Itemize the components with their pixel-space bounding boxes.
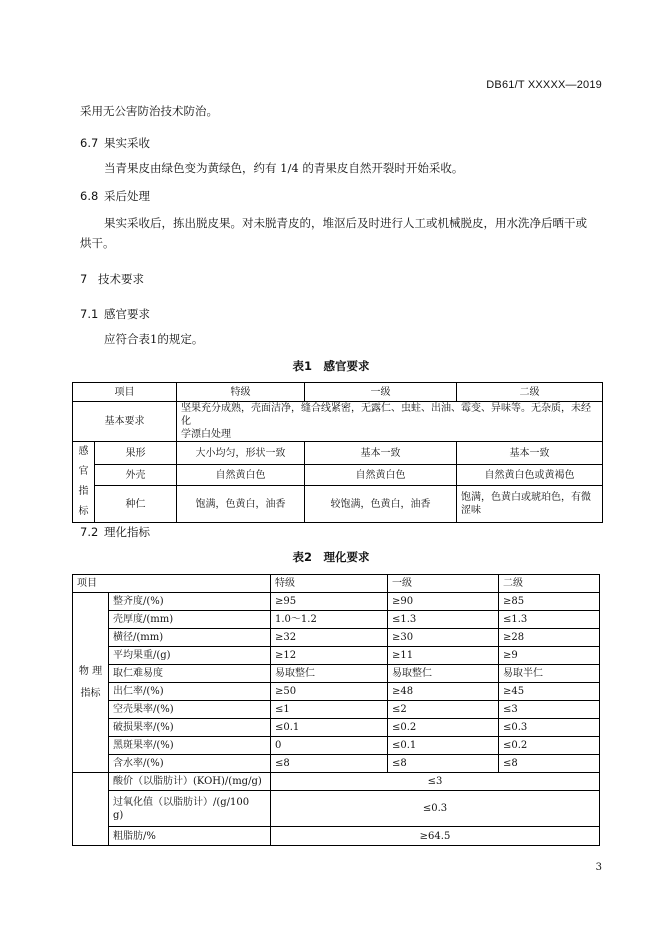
section-title: 感官要求 bbox=[104, 307, 150, 321]
table-row bbox=[73, 683, 600, 701]
physicochemical-table bbox=[72, 574, 600, 846]
cell: ≥95 bbox=[271, 593, 388, 611]
table-row bbox=[73, 719, 600, 737]
cell: 自然黄白色 bbox=[305, 465, 457, 486]
row-label: 出仁率/(%) bbox=[109, 683, 271, 701]
cell: ≤0.1 bbox=[388, 737, 499, 755]
cell: 自然黄白色 bbox=[177, 465, 305, 486]
table-row bbox=[73, 755, 600, 773]
cell: ≤8 bbox=[271, 755, 388, 773]
table-row bbox=[73, 701, 600, 719]
header-cell: 一级 bbox=[305, 383, 457, 402]
row-label: 种仁 bbox=[95, 486, 177, 523]
section-number: 7 bbox=[80, 272, 88, 286]
cell: ≥9 bbox=[499, 647, 600, 665]
table2-caption: 表2 理化要求 bbox=[292, 550, 370, 564]
section-number: 7.1 bbox=[80, 307, 99, 321]
cell: ≥28 bbox=[499, 629, 600, 647]
group-label-cell bbox=[73, 593, 109, 773]
group-char: 官 bbox=[78, 466, 89, 477]
cell: 较饱满，色黄白，油香 bbox=[305, 486, 457, 523]
table-row bbox=[73, 611, 600, 629]
cell: ≥90 bbox=[388, 593, 499, 611]
table-header-row bbox=[73, 383, 603, 402]
cell: ≥50 bbox=[271, 683, 388, 701]
table-row bbox=[73, 665, 600, 683]
sensory-table bbox=[72, 382, 603, 523]
cell: ≤1 bbox=[271, 701, 388, 719]
row-label: 粗脂肪/% bbox=[109, 827, 271, 846]
cell: 大小均匀，形状一致 bbox=[177, 442, 305, 465]
table-row bbox=[73, 827, 600, 846]
cell: 易取整仁 bbox=[271, 665, 388, 683]
cell: ≤8 bbox=[499, 755, 600, 773]
cell-text: 过氧化值（以脂肪计）/(g/100 bbox=[113, 796, 250, 808]
cell: ≤0.1 bbox=[271, 719, 388, 737]
header-cell: 项目 bbox=[73, 575, 271, 593]
section-heading-7-2 bbox=[80, 524, 150, 540]
table-row bbox=[73, 593, 600, 611]
section-heading-6-7 bbox=[80, 135, 150, 151]
cell-text: 坚果充分成熟，壳面洁净，缝合线紧密，无露仁、虫蛀、出油、霉变、异味等。无杂质，未经化 bbox=[181, 403, 591, 427]
row-label: 含水率/(%) bbox=[109, 755, 271, 773]
cell: ≤8 bbox=[388, 755, 499, 773]
table1-caption: 表1 感官要求 bbox=[292, 359, 370, 373]
cell: ≥85 bbox=[499, 593, 600, 611]
row-label: 外壳 bbox=[95, 465, 177, 486]
group-char: 感 bbox=[78, 446, 89, 457]
cell: ≥45 bbox=[499, 683, 600, 701]
cell: ≥11 bbox=[388, 647, 499, 665]
row-label: 平均果重/(g) bbox=[109, 647, 271, 665]
cell: ≤0.3 bbox=[271, 791, 600, 827]
cell-text: 饱满，色黄白或琥珀色，有微 bbox=[461, 492, 591, 504]
row-label: 取仁难易度 bbox=[109, 665, 271, 683]
section-heading-7-1 bbox=[80, 306, 150, 322]
row-label: 黑斑果率/(%) bbox=[109, 737, 271, 755]
cell: ≥32 bbox=[271, 629, 388, 647]
cell: 0 bbox=[271, 737, 388, 755]
header-cell: 二级 bbox=[457, 383, 603, 402]
cell: ≤0.3 bbox=[499, 719, 600, 737]
table-header-row bbox=[73, 575, 600, 593]
table-row bbox=[73, 647, 600, 665]
page-number: 3 bbox=[595, 862, 602, 873]
empty-group-cell bbox=[73, 773, 109, 846]
header-cell: 一级 bbox=[388, 575, 499, 593]
section-title: 理化指标 bbox=[104, 525, 150, 539]
cell: 饱满，色黄白，油香 bbox=[177, 486, 305, 523]
section-number: 7.2 bbox=[80, 525, 99, 539]
section-heading-7 bbox=[80, 271, 144, 287]
header-cell: 项目 bbox=[73, 383, 177, 402]
table-row bbox=[73, 402, 603, 442]
cell: 易取半仁 bbox=[499, 665, 600, 683]
table-row bbox=[73, 791, 600, 827]
doc-code-header: DB61/T XXXXX—2019 bbox=[486, 79, 602, 91]
cell: ≤3 bbox=[271, 773, 600, 791]
table-row bbox=[73, 629, 600, 647]
table-row bbox=[73, 773, 600, 791]
table-row bbox=[73, 465, 603, 486]
cell-text: 学漂白处理 bbox=[181, 429, 231, 440]
row-label: 横径/(mm) bbox=[109, 629, 271, 647]
cell: ≤1.3 bbox=[499, 611, 600, 629]
cell: ≥12 bbox=[271, 647, 388, 665]
basic-requirement-cell bbox=[177, 402, 603, 442]
row-label: 酸价（以脂肪计）(KOH)/(mg/g) bbox=[109, 773, 271, 791]
group-char: 标 bbox=[78, 506, 89, 517]
cell: 1.0～1.2 bbox=[271, 611, 388, 629]
section-title: 采后处理 bbox=[104, 189, 150, 203]
row-label: 基本要求 bbox=[73, 402, 177, 442]
cell: 易取整仁 bbox=[388, 665, 499, 683]
header-cell: 二级 bbox=[499, 575, 600, 593]
cell: ≤0.2 bbox=[499, 737, 600, 755]
table-row bbox=[73, 442, 603, 465]
section-title: 技术要求 bbox=[98, 272, 144, 286]
group-label: 物 理 bbox=[78, 665, 103, 677]
paragraph: 采用无公害防治技术防治。 bbox=[80, 104, 218, 118]
header-cell: 特级 bbox=[271, 575, 388, 593]
group-label-cell bbox=[73, 442, 95, 523]
paragraph: 应符合表1的规定。 bbox=[104, 332, 204, 346]
cell: 基本一致 bbox=[305, 442, 457, 465]
cell bbox=[457, 486, 603, 523]
group-label: 指标 bbox=[80, 687, 101, 699]
cell: ≥48 bbox=[388, 683, 499, 701]
cell: 自然黄白色或黄褐色 bbox=[457, 465, 603, 486]
cell: ≤2 bbox=[388, 701, 499, 719]
cell: ≤3 bbox=[499, 701, 600, 719]
row-label: 空壳果率/(%) bbox=[109, 701, 271, 719]
table-row bbox=[73, 737, 600, 755]
header-cell: 特级 bbox=[177, 383, 305, 402]
group-char: 指 bbox=[78, 486, 89, 497]
row-label: 破损果率/(%) bbox=[109, 719, 271, 737]
cell-text: g) bbox=[113, 809, 124, 821]
section-number: 6.7 bbox=[80, 136, 99, 150]
row-label: 果形 bbox=[95, 442, 177, 465]
row-label: 壳厚度/(mm) bbox=[109, 611, 271, 629]
section-number: 6.8 bbox=[80, 189, 99, 203]
row-label: 整齐度/(%) bbox=[109, 593, 271, 611]
paragraph: 烘干。 bbox=[80, 236, 115, 250]
cell: ≤0.2 bbox=[388, 719, 499, 737]
paragraph: 果实采收后，拣出脱皮果。对未脱青皮的，堆沤后及时进行人工或机械脱皮，用水洗净后晒干或 bbox=[104, 216, 587, 230]
cell-text: 涩味 bbox=[461, 505, 481, 517]
row-label bbox=[109, 791, 271, 827]
cell: ≥30 bbox=[388, 629, 499, 647]
cell: ≤1.3 bbox=[388, 611, 499, 629]
section-heading-6-8 bbox=[80, 188, 150, 204]
section-title: 果实采收 bbox=[104, 136, 150, 150]
table-row bbox=[73, 486, 603, 523]
cell: 基本一致 bbox=[457, 442, 603, 465]
paragraph: 当青果皮由绿色变为黄绿色，约有 1/4 的青果皮自然开裂时开始采收。 bbox=[104, 161, 464, 175]
cell: ≥64.5 bbox=[271, 827, 600, 846]
